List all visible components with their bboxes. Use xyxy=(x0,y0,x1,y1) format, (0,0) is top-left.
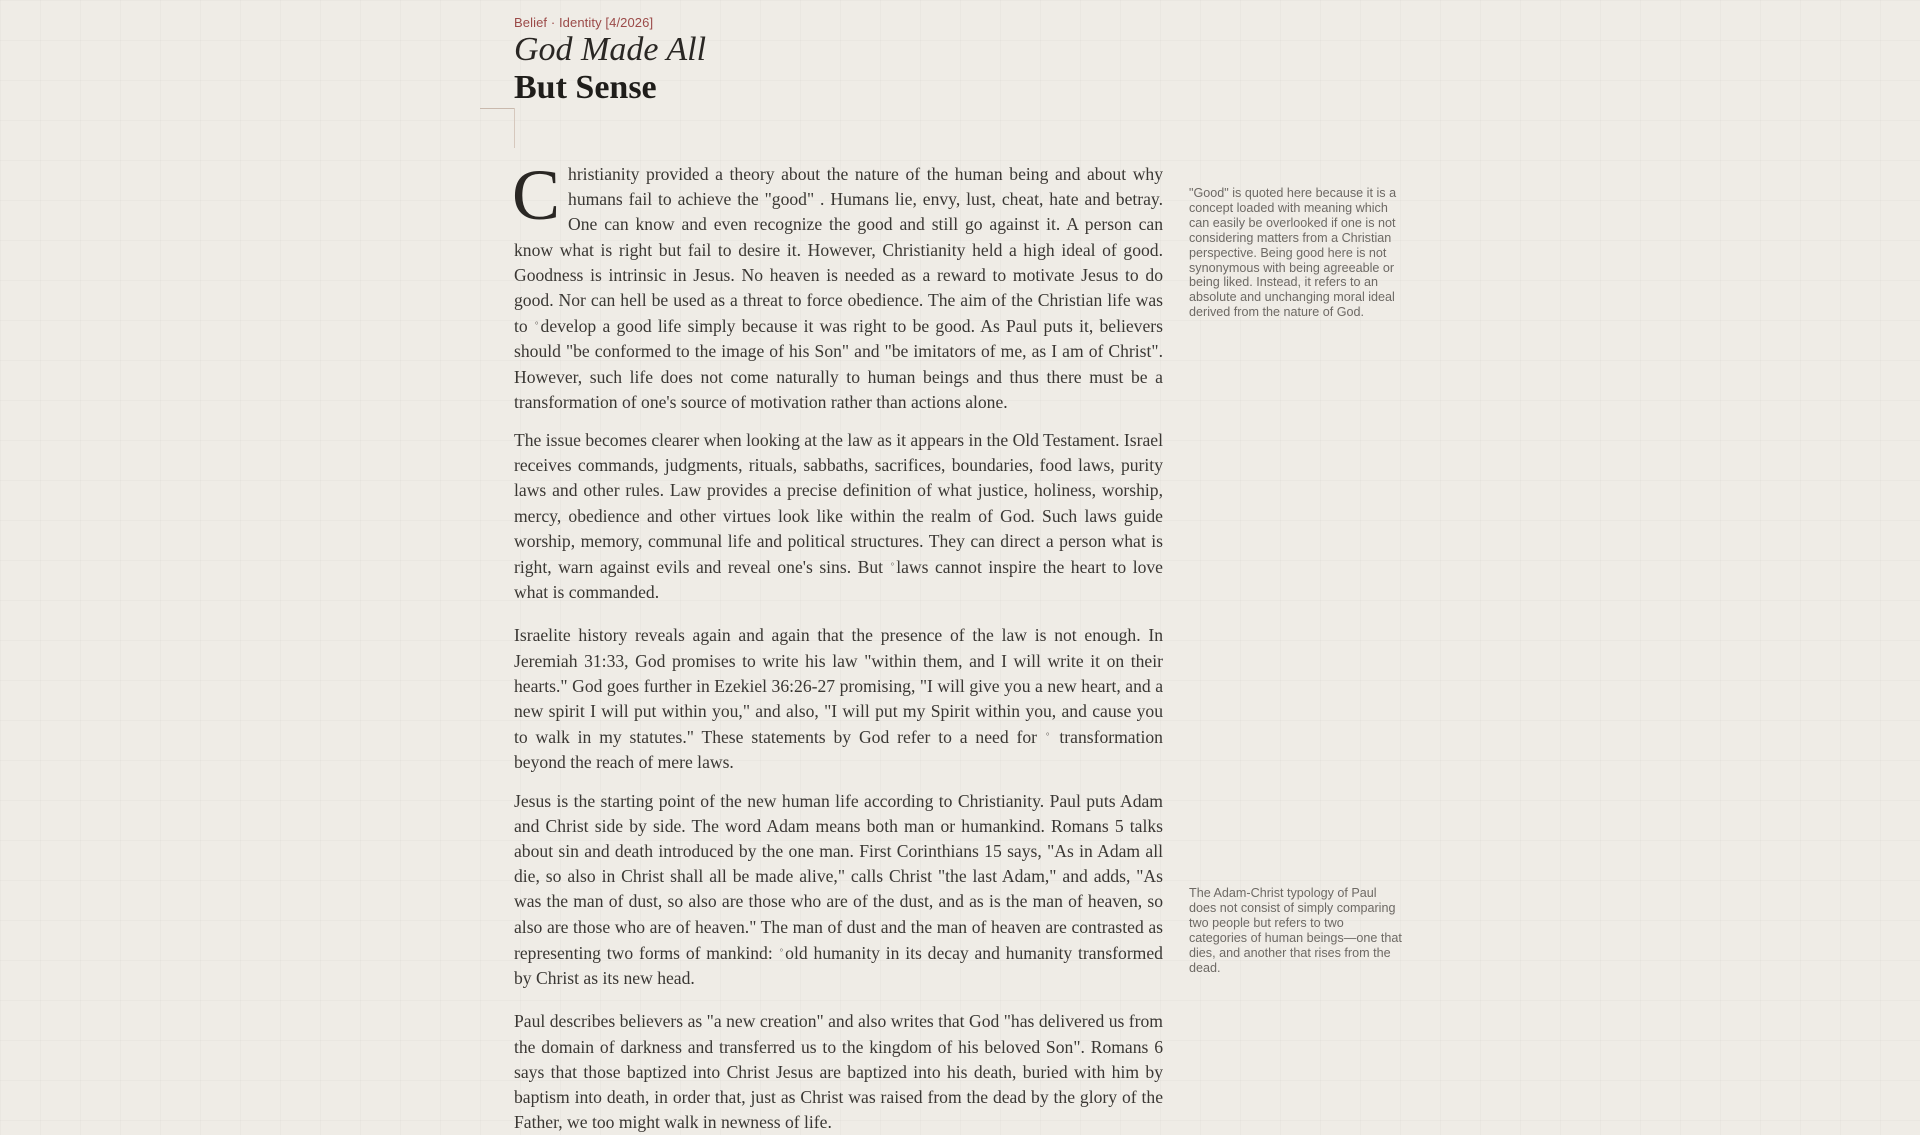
paragraph-3-text-b: transformation beyond the reach of mere laws. xyxy=(514,727,1163,773)
sidenote-adam-christ: The Adam-Christ typology of Paul does not consist of simply comparing two people but refers to two categories of human beings—one that dies, and another that rises from the dead. xyxy=(1189,886,1402,975)
title-line-1: God Made All xyxy=(514,31,707,68)
paragraph-2-text-b: laws cannot inspire the heart to love what is commanded. xyxy=(514,557,1163,603)
article-page xyxy=(512,0,1414,1133)
paragraph-1-text-b: develop a good life simply because it was right to be good. As Paul puts it, believers should "be conformed to the image of his Son" and "be imitators of me, as I am of Christ". However, such life does not come naturally to human beings and thus there must be a transformation of one's source of motivation rather than actions alone. xyxy=(514,316,1163,412)
paragraph-5 xyxy=(514,1009,1163,1135)
paragraph-5-text-a: Paul describes believers as "a new creation" and also writes that God "has delivered us from the domain of darkness and transferred us to the kingdom of his beloved Son". Romans 6 says that those baptized into Christ Jesus are baptized into his death, buried with him by baptism into death, in order that, just as Christ was raised from the dead by the glory of the Father, we too might walk in newness of life. xyxy=(514,1011,1163,1133)
title-divider-vertical xyxy=(514,108,515,148)
paragraph-4-text-b: old humanity in its decay and humanity transformed by Christ as its new head. xyxy=(514,942,1163,989)
title-line-2: But Sense xyxy=(514,69,657,106)
paragraph-4 xyxy=(514,789,1163,992)
paragraph-2 xyxy=(514,428,1163,605)
drop-cap: C xyxy=(512,155,561,235)
sidenote-marker[interactable]: ° xyxy=(534,320,539,331)
paragraph-3 xyxy=(514,623,1163,775)
paragraph-3-text-a: Israelite history reveals again and again that the presence of the law is not enough. In Jeremiah 31:33, God promises to write his law "within them, and I will write it on their hearts." God goes further in Ezekiel 36:26-27 promising, "I will give you a new heart, and a new spirit I will put within you," and also, "I will put my Spirit within you, and cause you to walk in my statutes." These statements by God refer to a need for xyxy=(514,625,1163,748)
title-divider-horizontal xyxy=(480,108,514,109)
paragraph-2-text-a: The issue becomes clearer when looking at the law as it appears in the Old Testament. Israel receives commands, judgments, rituals, sabbaths, sacrifices, boundaries, food laws, purity laws and other rules. Law provides a precise definition of what justice, holiness, worship, mercy, obedience and other virtues look like within the realm of God. Such laws guide worship, memory, communal life and political structures. They can direct a person what is right, warn against evils and reveal one's sins. But xyxy=(514,430,1163,578)
section-kicker: Belief · Identity [4/2026] xyxy=(514,15,654,30)
article-body xyxy=(512,155,1163,1135)
sidenote-marker[interactable]: ° xyxy=(890,561,895,572)
sidenote-marker[interactable]: ° xyxy=(1045,731,1050,742)
paragraph-1-text-a: hristianity provided a theory about the nature of the human being and about why humans fail to achieve the "good" . Humans lie, envy, lust, cheat, hate and betray. One can know and even recognize the good and still go against it. A person can know what is right but fail to desire it. However, Christianity held a high ideal of good. Goodness is intrinsic in Jesus. No heaven is needed as a reward to motivate Jesus to do good. Nor can hell be used as a threat to force obedience. The aim of the Christian life was to xyxy=(514,164,1163,337)
sidenote-good: "Good" is quoted here because it is a concept loaded with meaning which can easily be overlooked if one is not considering matters from a Christian perspective. Being good here is not synonymous with being agreeable or being liked. Instead, it refers to an absolute and unchanging moral ideal derived from the nature of God. xyxy=(1189,186,1397,320)
paragraph-1 xyxy=(512,155,1163,415)
paragraph-4-text-a: Jesus is the starting point of the new human life according to Christianity. Paul puts Adam and Christ side by side. The word Adam means both man or humankind. Romans 5 talks about sin and death introduced by the one man. First Corinthians 15 says, "As in Adam all die, so also in Christ shall all be made alive," calls Christ "the last Adam," and adds, "As was the man of dust, so also are those who are of the dust, and as is the man of heaven, so also are those who are of heaven." The man of dust and the man of heaven are contrasted as representing two forms of mankind: xyxy=(514,790,1163,963)
sidenote-marker[interactable]: ° xyxy=(779,946,784,957)
